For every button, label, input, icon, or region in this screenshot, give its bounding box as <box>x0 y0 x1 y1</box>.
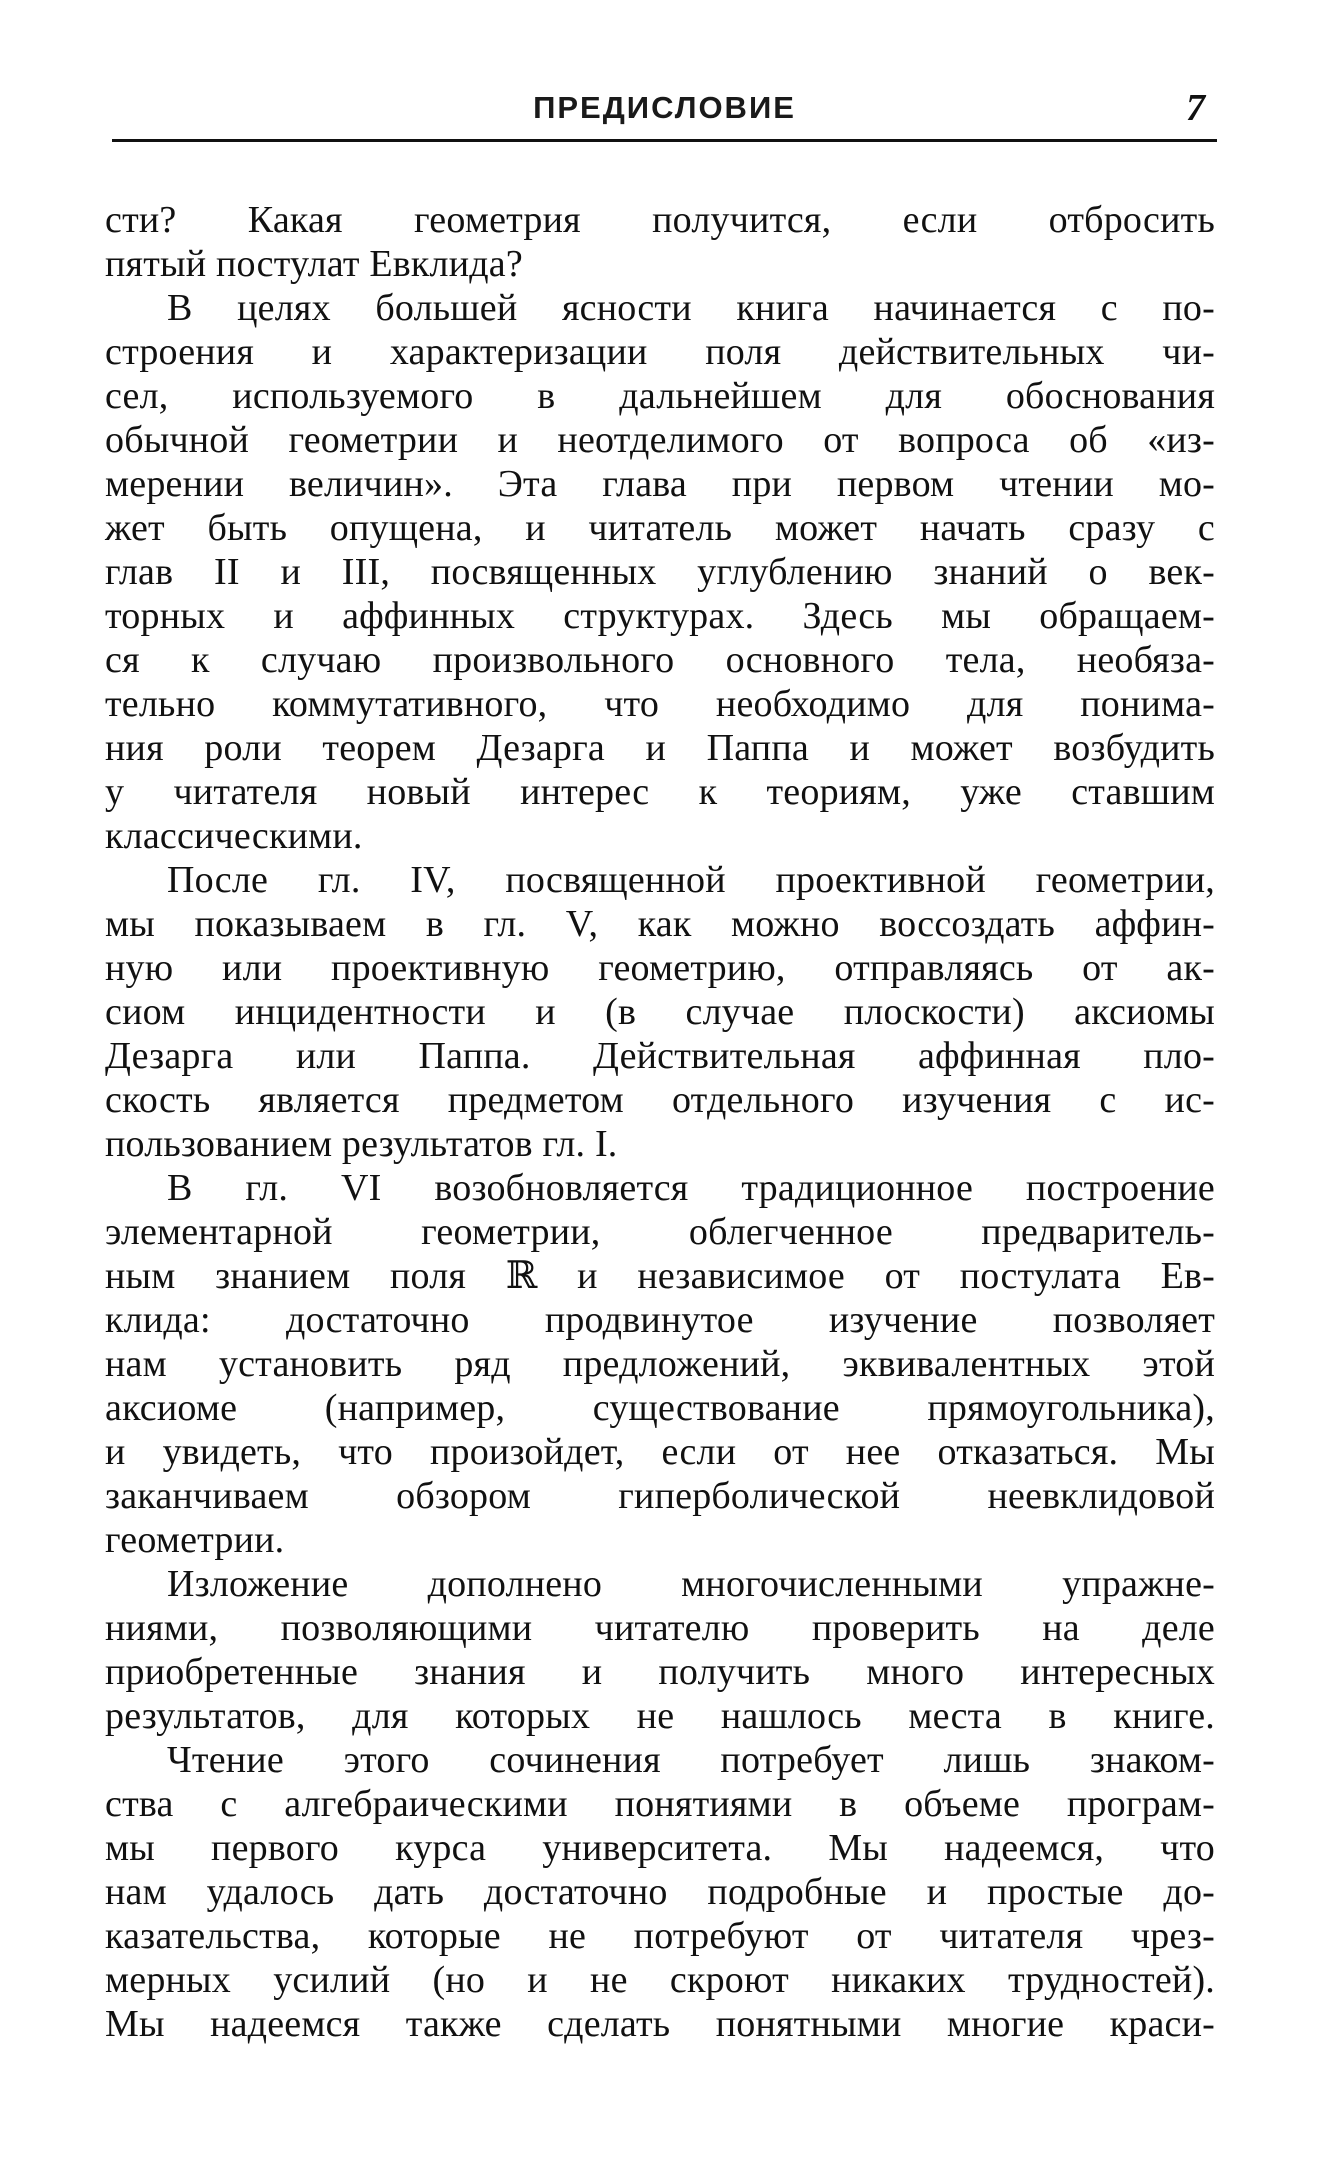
text-line: Изложение дополнено многочисленными упражне- <box>167 1563 1215 1605</box>
paragraph <box>105 858 1215 1166</box>
text-line: жет быть опущена, и читатель может начать сразу с <box>105 507 1215 549</box>
text-line: После гл. IV, посвященной проективной геометрии, <box>167 859 1215 901</box>
text-line: сиом инцидентности и (в случае плоскости) аксиомы <box>105 991 1215 1033</box>
running-title: ПРЕДИСЛОВИЕ <box>533 90 796 125</box>
text-line: элементарной геометрии, облегченное предваритель- <box>105 1211 1215 1253</box>
body-text <box>105 198 1215 2046</box>
text-line: нам удалось дать достаточно подробные и простые до- <box>105 1871 1215 1913</box>
text-line: Чтение этого сочинения потребует лишь знаком- <box>167 1739 1215 1781</box>
text-line: мерении величин». Эта глава при первом чтении мо- <box>105 463 1215 505</box>
text-line: аксиоме (например, существование прямоугольника), <box>105 1387 1215 1429</box>
text-line: казательства, которые не потребуют от читателя чрез- <box>105 1915 1215 1957</box>
text-line: заканчиваем обзором гиперболической неевклидовой <box>105 1475 1215 1517</box>
text-line: ным знанием поля ℝ и независимое от постулата Ев- <box>105 1255 1215 1297</box>
text-line: сти? Какая геометрия получится, если отбросить <box>105 199 1215 241</box>
text-line: мы первого курса университета. Мы надеемся, что <box>105 1827 1215 1869</box>
paragraph <box>105 1562 1215 1738</box>
text-line: ся к случаю произвольного основного тела, необяза- <box>105 639 1215 681</box>
text-line: глав II и III, посвященных углублению знаний о век- <box>105 551 1215 593</box>
text-line: ния роли теорем Дезарга и Паппа и может возбудить <box>105 727 1215 769</box>
text-line: скость является предметом отдельного изучения с ис- <box>105 1079 1215 1121</box>
paragraph <box>105 286 1215 858</box>
text-line: В гл. VI возобновляется традиционное построение <box>167 1167 1215 1209</box>
text-line: классическими. <box>105 815 363 857</box>
text-line: приобретенные знания и получить много интересных <box>105 1651 1215 1693</box>
text-line: сел, используемого в дальнейшем для обоснования <box>105 375 1215 417</box>
text-line: и увидеть, что произойдет, если от нее отказаться. Мы <box>105 1431 1215 1473</box>
text-line: тельно коммутативного, что необходимо для понима- <box>105 683 1215 725</box>
text-line: мы показываем в гл. V, как можно воссоздать аффин- <box>105 903 1215 945</box>
text-line: геометрии. <box>105 1519 285 1561</box>
page-number: 7 <box>1186 87 1205 129</box>
text-line: пятый постулат Евклида? <box>105 243 523 285</box>
text-line: ства с алгебраическими понятиями в объеме програм- <box>105 1783 1215 1825</box>
text-line: мерных усилий (но и не скроют никаких трудностей). <box>105 1959 1215 2001</box>
text-line: Мы надеемся также сделать понятными многие краси- <box>105 2003 1215 2045</box>
text-line: нам установить ряд предложений, эквивалентных этой <box>105 1343 1215 1385</box>
text-line: у читателя новый интерес к теориям, уже ставшим <box>105 771 1215 813</box>
paragraph <box>105 1166 1215 1562</box>
text-line: торных и аффинных структурах. Здесь мы обращаем- <box>105 595 1215 637</box>
text-line: ную или проективную геометрию, отправляясь от ак- <box>105 947 1215 989</box>
text-line: пользованием результатов гл. I. <box>105 1123 618 1165</box>
running-header <box>112 86 1217 138</box>
text-line: клида: достаточно продвинутое изучение позволяет <box>105 1299 1215 1341</box>
text-line: обычной геометрии и неотделимого от вопроса об «из- <box>105 419 1215 461</box>
text-line: строения и характеризации поля действительных чи- <box>105 331 1215 373</box>
text-line: ниями, позволяющими читателю проверить на деле <box>105 1607 1215 1649</box>
text-line: результатов, для которых не нашлось места в книге. <box>105 1695 1215 1737</box>
header-rule <box>112 139 1217 142</box>
text-line: В целях большей ясности книга начинается с по- <box>167 287 1215 329</box>
text-line: Дезарга или Паппа. Действительная аффинная пло- <box>105 1035 1215 1077</box>
paragraph <box>105 1738 1215 2046</box>
paragraph <box>105 198 1215 286</box>
